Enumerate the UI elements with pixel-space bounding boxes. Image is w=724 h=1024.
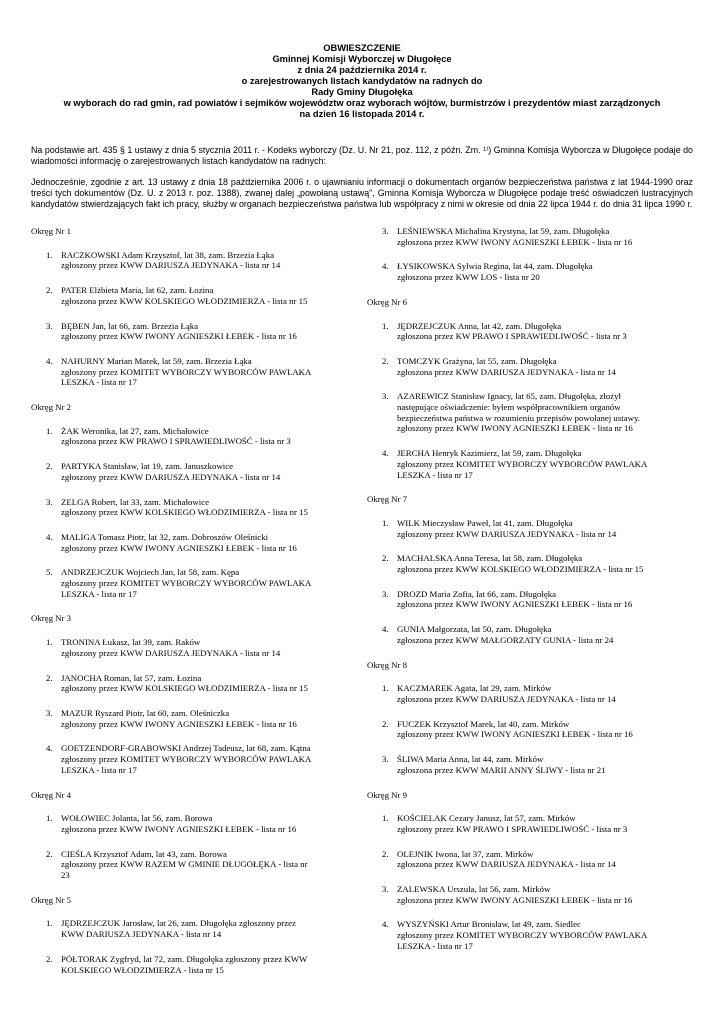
district-heading: Okręg Nr 2 xyxy=(31,402,72,413)
candidate-details: LESZKA - lista nr 17 xyxy=(397,469,473,480)
candidate-number: 2. xyxy=(46,672,53,683)
candidate-details: zgłoszony przez KOMITET WYBORCZY WYBORCÓW PAWLAKA xyxy=(397,930,648,941)
candidate-name: KACZMAREK Agata, lat 29, zam. Mirków xyxy=(397,683,552,694)
candidate-details: zgłoszona przez KWW MAŁGORZATY GUNIA - lista nr 24 xyxy=(397,634,614,645)
candidate-entry xyxy=(31,285,356,306)
candidate-entry xyxy=(31,954,356,975)
candidate-entry xyxy=(367,813,692,834)
candidate-name: JĘDRZEJCZUK Jarosław, lat 26, zam. Długołęka zgłoszony przez xyxy=(61,918,296,929)
candidate-details: zgłoszony przez KW PRAWO I SPRAWIEDLIWOŚĆ - lista nr 3 xyxy=(397,823,628,834)
candidate-number: 3. xyxy=(382,884,389,895)
candidate-name: GOETZENDORF-GRABOWSKI Andrzej Tadeusz, lat 68, zam. Kątna xyxy=(61,743,311,754)
election-date: na dzień 16 listopada 2014 r. xyxy=(299,109,425,119)
candidate-number: 1. xyxy=(382,813,389,824)
candidate-name: TOMCZYK Grażyna, lat 55, zam. Długołęka xyxy=(397,355,557,366)
candidate-name: MAZUR Ryszard Piotr, lat 60, zam. Oleśniczka xyxy=(61,707,230,718)
candidate-details: zgłoszony przez KOMITET WYBORCZY WYBORCÓW PAWLAKA xyxy=(61,578,312,589)
candidate-number: 4. xyxy=(46,355,53,366)
candidate-details: zgłoszona przez KWW IWONY AGNIESZKI ŁEBEK - lista nr 16 xyxy=(61,823,297,834)
candidate-number: 1. xyxy=(46,918,53,929)
candidate-name: JĘDRZEJCZUK Anna, lat 42, zam. Długołęka xyxy=(397,320,562,331)
candidate-details: LESZKA - lista nr 17 xyxy=(61,377,137,388)
candidate-entry xyxy=(367,919,692,951)
candidate-number: 2. xyxy=(382,718,389,729)
candidate-entry xyxy=(31,673,356,694)
candidate-name: CIEŚLA Krzysztof Adam, lat 43, zam. Borowa xyxy=(61,848,227,859)
candidate-details: zgłoszony przez KWW IWONY AGNIESZKI ŁEBEK - lista nr 16 xyxy=(397,729,633,740)
candidate-entry xyxy=(367,719,692,740)
candidate-name: RACZKOWSKI Adam Krzysztof, lat 38, zam. Brzezia Łąka xyxy=(61,249,275,260)
candidate-details: zgłoszona przez KWW LOS - lista nr 20 xyxy=(397,272,540,283)
district-heading: Okręg Nr 1 xyxy=(31,226,72,236)
candidate-name: DROZD Maria Zofia, lat 66, zam. Długołęka xyxy=(397,588,557,599)
candidate-details: zgłoszony przez KWW IWONY AGNIESZKI ŁEBEK - lista nr 16 xyxy=(61,331,297,342)
candidate-number: 2. xyxy=(382,355,389,366)
candidate-name: BĘBEN Jan, lat 66, zam. Brzezia Łąka xyxy=(61,320,199,331)
candidate-name: FUCZEK Krzysztof Marek, lat 40, zam. Mirków xyxy=(397,718,570,729)
candidate-entry xyxy=(367,261,692,282)
candidate-name: AZAREWICZ Stanisław Ignacy, lat 65, zam. Długołęka, złożył xyxy=(397,391,621,402)
candidate-entry xyxy=(367,391,692,434)
candidate-entry xyxy=(31,813,356,834)
candidate-details: LESZKA - lista nr 17 xyxy=(61,764,137,775)
candidate-name: ZELGA Robert, lat 33, zam. Michałowice xyxy=(61,496,210,507)
candidate-name: KOŚCIELAK Cezary Janusz, lat 57, zam. Mirków xyxy=(397,813,576,824)
candidate-name: OLEJNIK Iwona, lat 37, zam. Mirków xyxy=(397,848,534,859)
notice-date: z dnia 24 października 2014 r. xyxy=(297,65,427,75)
candidate-entry xyxy=(31,708,356,729)
candidate-details: zgłoszony przez KWW DARIUSZA JEDYNAKA - lista nr 14 xyxy=(61,471,281,482)
candidate-name: ŚLIWA Maria Anna, lat 44, zam. Mirków xyxy=(397,754,544,765)
candidate-details: zgłoszona przez KWW DARIUSZA JEDYNAKA - lista nr 14 xyxy=(397,366,616,377)
candidate-entry xyxy=(367,884,692,905)
candidate-details: zgłoszony przez KOMITET WYBORCZY WYBORCÓW PAWLAKA xyxy=(397,458,648,469)
candidate-entry xyxy=(31,567,356,599)
candidate-details: zgłoszony przez KWW KOLSKIEGO WŁODZIMIERZA - lista nr 15 xyxy=(61,683,308,694)
candidate-entry xyxy=(367,226,692,247)
candidate-number: 4. xyxy=(46,743,53,754)
candidate-details: zgłoszona przez KWW DARIUSZA JEDYNAKA - lista nr 14 xyxy=(397,693,616,704)
candidate-entry xyxy=(367,553,692,574)
candidate-entry xyxy=(367,356,692,377)
candidate-number: 5. xyxy=(46,567,53,578)
candidate-entry xyxy=(31,532,356,553)
candidate-name: GUNIA Małgorzata, lat 50, zam. Długołęka xyxy=(397,624,552,635)
candidate-entry xyxy=(367,589,692,610)
candidate-number: 2. xyxy=(382,848,389,859)
candidate-entry xyxy=(367,683,692,704)
candidate-details: zgłoszona przez KWW KOLSKIEGO WŁODZIMIERZA - lista nr 15 xyxy=(61,295,308,306)
district-heading: Okręg Nr 9 xyxy=(367,789,408,800)
candidate-details: KOLSKIEGO WŁODZIMIERZA - lista nr 15 xyxy=(61,964,224,975)
candidate-number: 1. xyxy=(46,813,53,824)
candidate-name: MALIGA Tomasz Piotr, lat 32, zam. Dobroszów Oleśnicki xyxy=(61,531,269,542)
candidate-details: zgłoszony przez KOMITET WYBORCZY WYBORCÓW PAWLAKA xyxy=(61,754,312,765)
candidate-entry xyxy=(31,426,356,447)
candidate-number: 3. xyxy=(46,320,53,331)
candidate-entry xyxy=(31,461,356,482)
candidate-entry xyxy=(367,448,692,480)
candidate-details: 23 xyxy=(61,870,70,881)
council-name: Rady Gminy Długołęka xyxy=(311,87,413,97)
candidate-name: ANDRZEJCZUK Wojciech Jan, lat 58, zam. Kępa xyxy=(61,567,240,578)
candidate-entry xyxy=(367,849,692,870)
district-heading: Okręg Nr 8 xyxy=(367,659,408,670)
notice-title: OBWIESZCZENIE xyxy=(323,43,401,53)
candidate-number: 2. xyxy=(382,553,389,564)
district-heading: Okręg Nr 6 xyxy=(367,296,408,307)
candidate-details: następujące oświadczenie: byłem współpracownikiem organów xyxy=(397,402,621,413)
candidate-entry xyxy=(31,356,356,388)
candidate-details: bezpieczeństwa państwa w rozumieniu przepisów powołanej ustawy. xyxy=(397,412,640,423)
candidate-details: zgłoszona przez KWW DARIUSZA JEDYNAKA - lista nr 14 xyxy=(397,859,616,870)
candidate-name: WOŁOWIEC Jolanta, lat 56, zam. Borowa xyxy=(61,813,213,824)
candidate-details: LESZKA - lista nr 17 xyxy=(397,940,473,951)
candidate-details: zgłoszona przez KWW KOLSKIEGO WŁODZIMIERZA - lista nr 15 xyxy=(397,564,644,575)
candidate-details: zgłoszona przez KW PRAWO I SPRAWIEDLIWOŚĆ - lista nr 3 xyxy=(61,436,291,447)
candidate-name: JANOCHA Roman, lat 57, zam. Łozina xyxy=(61,672,202,683)
candidate-details: zgłoszona przez KWW IWONY AGNIESZKI ŁEBEK - lista nr 16 xyxy=(397,599,633,610)
candidate-details: zgłoszony przez KWW IWONY AGNIESZKI ŁEBEK - lista nr 16 xyxy=(397,423,633,434)
candidate-number: 4. xyxy=(382,261,389,272)
candidate-name: PÓŁTORAK Zygfryd, lat 72, zam. Długołęka zgłoszony przez KWW xyxy=(61,953,308,964)
candidate-entry xyxy=(31,849,356,881)
candidate-name: NAHURNY Marian Marek, lat 59, zam. Brzezia Łąka xyxy=(61,355,252,366)
commission-name: Gminnej Komisji Wyborczej w Długołęce xyxy=(272,54,452,64)
candidate-name: WILK Mieczysław Paweł, lat 41, zam. Długołęka xyxy=(397,517,573,528)
intro-paragraph-legal-basis: Na podstawie art. 435 § 1 ustawy z dnia 5 stycznia 2011 r. - Kodeks wyborczy (Dz. U. Nr 21, poz. 112, z późn. Zm. ¹⁾) Gminna Komisja Wyborcza w Długołęce podaje do wiadomości informację o zarejestrowanych listach kandydatów na radnych: xyxy=(31,145,693,167)
candidate-details: zgłoszona przez KW PRAWO I SPRAWIEDLIWOŚĆ - lista nr 3 xyxy=(397,331,627,342)
candidate-name: ŻAK Weronika, lat 27, zam. Michałowice xyxy=(61,425,209,436)
candidate-name: WYSZYŃSKI Artur Bronisław, lat 49, zam. Siedlec xyxy=(397,919,581,930)
candidate-number: 2. xyxy=(46,461,53,472)
candidate-entry xyxy=(367,321,692,342)
candidate-entry xyxy=(31,250,356,271)
candidate-name: ZALEWSKA Urszula, lat 56, zam. Mirków xyxy=(397,884,551,895)
candidate-details: zgłoszony przez KWW IWONY AGNIESZKI ŁEBEK - lista nr 16 xyxy=(61,718,297,729)
candidate-entry xyxy=(31,321,356,342)
candidate-number: 2. xyxy=(46,848,53,859)
candidate-number: 1. xyxy=(382,683,389,694)
candidate-number: 1. xyxy=(46,425,53,436)
candidate-details: zgłoszony przez KWW IWONY AGNIESZKI ŁEBEK - lista nr 16 xyxy=(61,542,297,553)
candidate-number: 4. xyxy=(382,624,389,635)
candidate-name: ŁYSIKOWSKA Sylwia Regina, lat 44, zam. Długołęka xyxy=(397,261,593,272)
candidate-number: 2. xyxy=(46,285,53,296)
candidate-name: JERCHA Henryk Kazimierz, lat 59, zam. Długołęka xyxy=(397,448,582,459)
candidate-details: zgłoszony przez KWW KOLSKIEGO WŁODZIMIERZA - lista nr 15 xyxy=(61,507,308,518)
candidate-number: 1. xyxy=(382,320,389,331)
candidate-entry xyxy=(31,497,356,518)
candidate-details: KWW DARIUSZA JEDYNAKA - lista nr 14 xyxy=(61,929,222,940)
election-description: w wyborach do rad gmin, rad powiatów i sejmików województw oraz wyborach wójtów, burmistrzów i prezydentów miast zarządzonych xyxy=(63,98,661,108)
district-heading: Okręg Nr 5 xyxy=(31,894,72,905)
candidate-name: LEŚNIEWSKA Michalina Krystyna, lat 59, zam. Długołęka xyxy=(397,226,610,236)
candidate-number: 3. xyxy=(46,496,53,507)
district-heading: Okręg Nr 4 xyxy=(31,789,72,800)
candidate-entry xyxy=(31,918,356,939)
candidate-details: zgłoszony przez KWW RAZEM W GMINIE DŁUGOŁĘKA - lista nr xyxy=(61,859,308,870)
candidate-entry xyxy=(31,743,356,775)
candidate-number: 3. xyxy=(382,391,389,402)
candidate-name: PARTYKA Stanisław, lat 19, zam. Januszkowice xyxy=(61,461,234,472)
candidate-details: zgłoszona przez KWW IWONY AGNIESZKI ŁEBEK - lista nr 16 xyxy=(397,894,633,905)
notice-subject: o zarejestrowanych listach kandydatów na radnych do xyxy=(241,76,483,86)
candidate-details: zgłoszony przez KWW DARIUSZA JEDYNAKA - lista nr 14 xyxy=(397,528,617,539)
candidate-name: MACHALSKA Anna Teresa, lat 58, zam. Długołęka xyxy=(397,553,583,564)
candidates-column-right xyxy=(367,226,692,966)
district-heading: Okręg Nr 7 xyxy=(367,494,408,505)
candidate-number: 2. xyxy=(46,953,53,964)
candidate-number: 3. xyxy=(382,588,389,599)
candidate-entry xyxy=(367,754,692,775)
candidate-number: 4. xyxy=(382,448,389,459)
notice-header xyxy=(10,43,714,120)
candidates-column-left xyxy=(31,226,356,989)
candidate-details: LESZKA - lista nr 17 xyxy=(61,588,137,599)
candidate-name: PATER Elżbieta Maria, lat 62, zam. Łozina xyxy=(61,285,214,296)
candidate-number: 4. xyxy=(46,531,53,542)
candidate-number: 1. xyxy=(46,637,53,648)
candidate-number: 4. xyxy=(382,919,389,930)
candidate-number: 3. xyxy=(382,754,389,765)
candidate-entry xyxy=(367,624,692,645)
candidate-name: TRONINA Łukasz, lat 39, zam. Raków xyxy=(61,637,201,648)
candidate-number: 3. xyxy=(46,707,53,718)
candidate-details: zgłoszony przez KOMITET WYBORCZY WYBORCÓW PAWLAKA xyxy=(61,366,312,377)
candidate-details: zgłoszona przez KWW IWONY AGNIESZKI ŁEBEK - lista nr 16 xyxy=(397,236,633,247)
intro-paragraph-lustration: Jednocześnie, zgodnie z art. 13 ustawy z dnia 18 października 2006 r. o ujawnianiu informacji o dokumentach organów bezpieczeństwa państwa z lat 1944-1990 oraz treści tych dokumentów (Dz. U. z 2013 r. poz. 1388), zwanej dalej „powołaną ustawą", Gminna Komisja Wyborcza w Długołęce podaje treść oświadczeń lustracyjnych kandydatów stwierdzających fakt ich pracy, służby w organach bezpieczeństwa państwa lub współpracy z nimi w okresie od dnia 22 lipca 1944 r. do dnia 31 lipca 1990 r. xyxy=(31,177,693,210)
candidate-entry xyxy=(367,518,692,539)
candidate-details: zgłoszony przez KWW DARIUSZA JEDYNAKA - lista nr 14 xyxy=(61,260,281,271)
candidate-details: zgłoszony przez KWW DARIUSZA JEDYNAKA - lista nr 14 xyxy=(61,647,281,658)
district-heading: Okręg Nr 3 xyxy=(31,613,72,624)
candidate-number: 1. xyxy=(46,249,53,260)
candidate-number: 3. xyxy=(382,226,389,236)
candidate-details: zgłoszona przez KWW MARII ANNY ŚLIWY - lista nr 21 xyxy=(397,764,606,775)
candidate-entry xyxy=(31,637,356,658)
candidate-number: 1. xyxy=(382,517,389,528)
